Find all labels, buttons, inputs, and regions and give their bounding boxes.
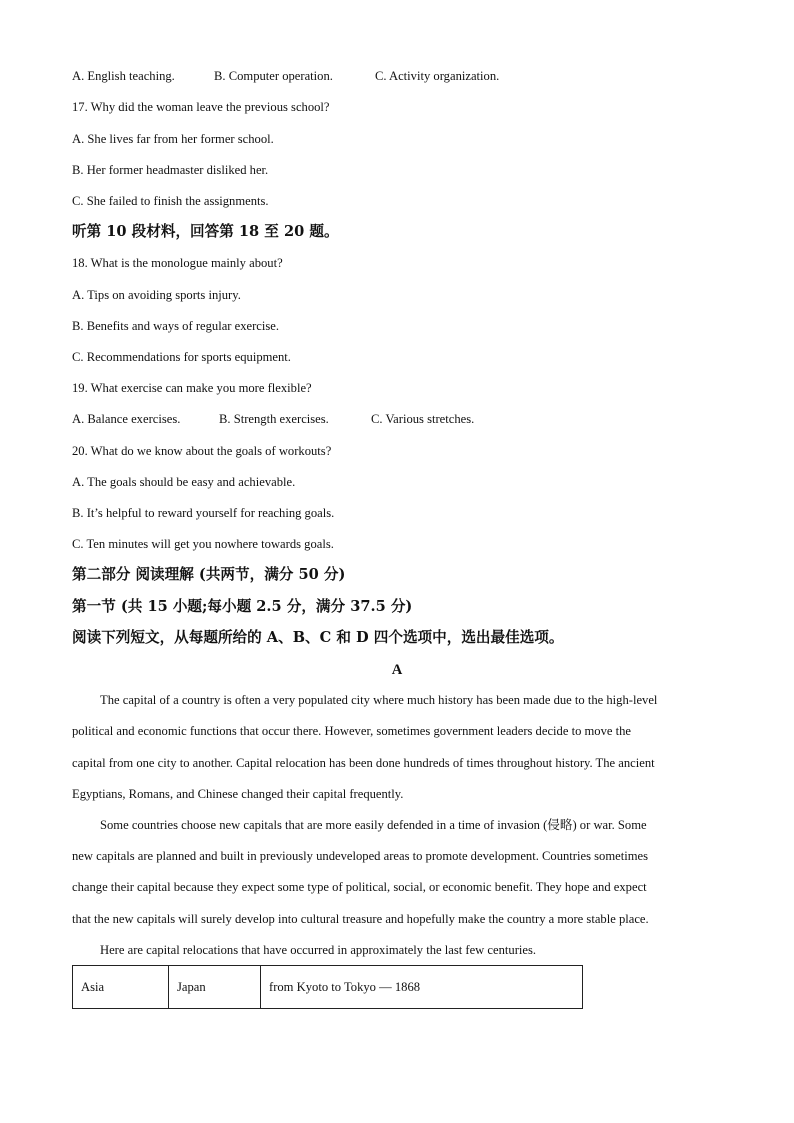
passage-line-1: The capital of a country is often a very populated city where much history has been made due to the high-level	[100, 693, 658, 707]
q16-option-c: C. Activity organization.	[375, 69, 500, 83]
q20-option-b: B. It’s helpful to reward yourself for reaching goals.	[72, 506, 335, 520]
passage-line-2: political and economic functions that occur there. However, sometimes government leaders decide to move the	[72, 724, 632, 738]
passage-line-3: capital from one city to another. Capital relocation has been done hundreds of times throughout history. The ancient	[72, 756, 655, 770]
q17-option-c: C. She failed to finish the assignments.	[72, 194, 269, 208]
table-cell-relocation: from Kyoto to Tokyo — 1868	[261, 966, 583, 1009]
table-cell-country: Japan	[169, 966, 261, 1009]
q20-option-c: C. Ten minutes will get you nowhere towards goals.	[72, 537, 334, 551]
q19-options	[72, 411, 475, 427]
passage-line-8: that the new capitals will surely develop into cultural treasure and hopefully make the country a more stable place.	[72, 912, 649, 926]
q17-question: 17. Why did the woman leave the previous school?	[72, 100, 330, 114]
q19-option-b: B. Strength exercises.	[219, 412, 329, 426]
capital-relocation-table	[72, 965, 583, 1009]
q17-option-b: B. Her former headmaster disliked her.	[72, 163, 269, 177]
passage-line-7: change their capital because they expect some type of political, social, or economic benefit. They hope and expect	[72, 880, 647, 894]
passage-line-5: Some countries choose new capitals that are more easily defended in a time of invasion (侵略) or war. Some	[100, 818, 647, 832]
part2-heading: 第二部分 阅读理解 (共两节，满分 50 分)	[72, 566, 346, 583]
q16-option-b: B. Computer operation.	[214, 69, 333, 83]
q20-option-a: A. The goals should be easy and achievable.	[72, 475, 296, 489]
q16-options	[72, 68, 500, 84]
q17-option-a: A. She lives far from her former school.	[72, 132, 274, 146]
section1-heading: 第一节 (共 15 小题;每小题 2.5 分，满分 37.5 分)	[72, 598, 413, 615]
q18-option-c: C. Recommendations for sports equipment.	[72, 350, 291, 364]
instructions: 阅读下列短文，从每题所给的 A、B、C 和 D 四个选项中，选出最佳选项。	[72, 629, 564, 646]
passage-label: A	[391, 662, 403, 678]
passage-line-4: Egyptians, Romans, and Chinese changed their capital frequently.	[72, 787, 404, 801]
q18-option-a: A. Tips on avoiding sports injury.	[72, 288, 241, 302]
passage-line-9: Here are capital relocations that have occurred in approximately the last few centuries.	[100, 943, 537, 957]
q16-option-a: A. English teaching.	[72, 69, 175, 83]
table-row	[73, 966, 583, 1009]
passage-line-6: new capitals are planned and built in previously undeveloped areas to promote development. Countries sometimes	[72, 849, 649, 863]
section10-heading: 听第 10 段材料，回答第 18 至 20 题。	[72, 223, 339, 240]
q18-question: 18. What is the monologue mainly about?	[72, 256, 283, 270]
q19-option-c: C. Various stretches.	[371, 412, 475, 426]
q19-option-a: A. Balance exercises.	[72, 412, 181, 426]
q20-question: 20. What do we know about the goals of workouts?	[72, 444, 332, 458]
q19-question: 19. What exercise can make you more flexible?	[72, 381, 312, 395]
q18-option-b: B. Benefits and ways of regular exercise.	[72, 319, 280, 333]
table-cell-continent: Asia	[73, 966, 169, 1009]
